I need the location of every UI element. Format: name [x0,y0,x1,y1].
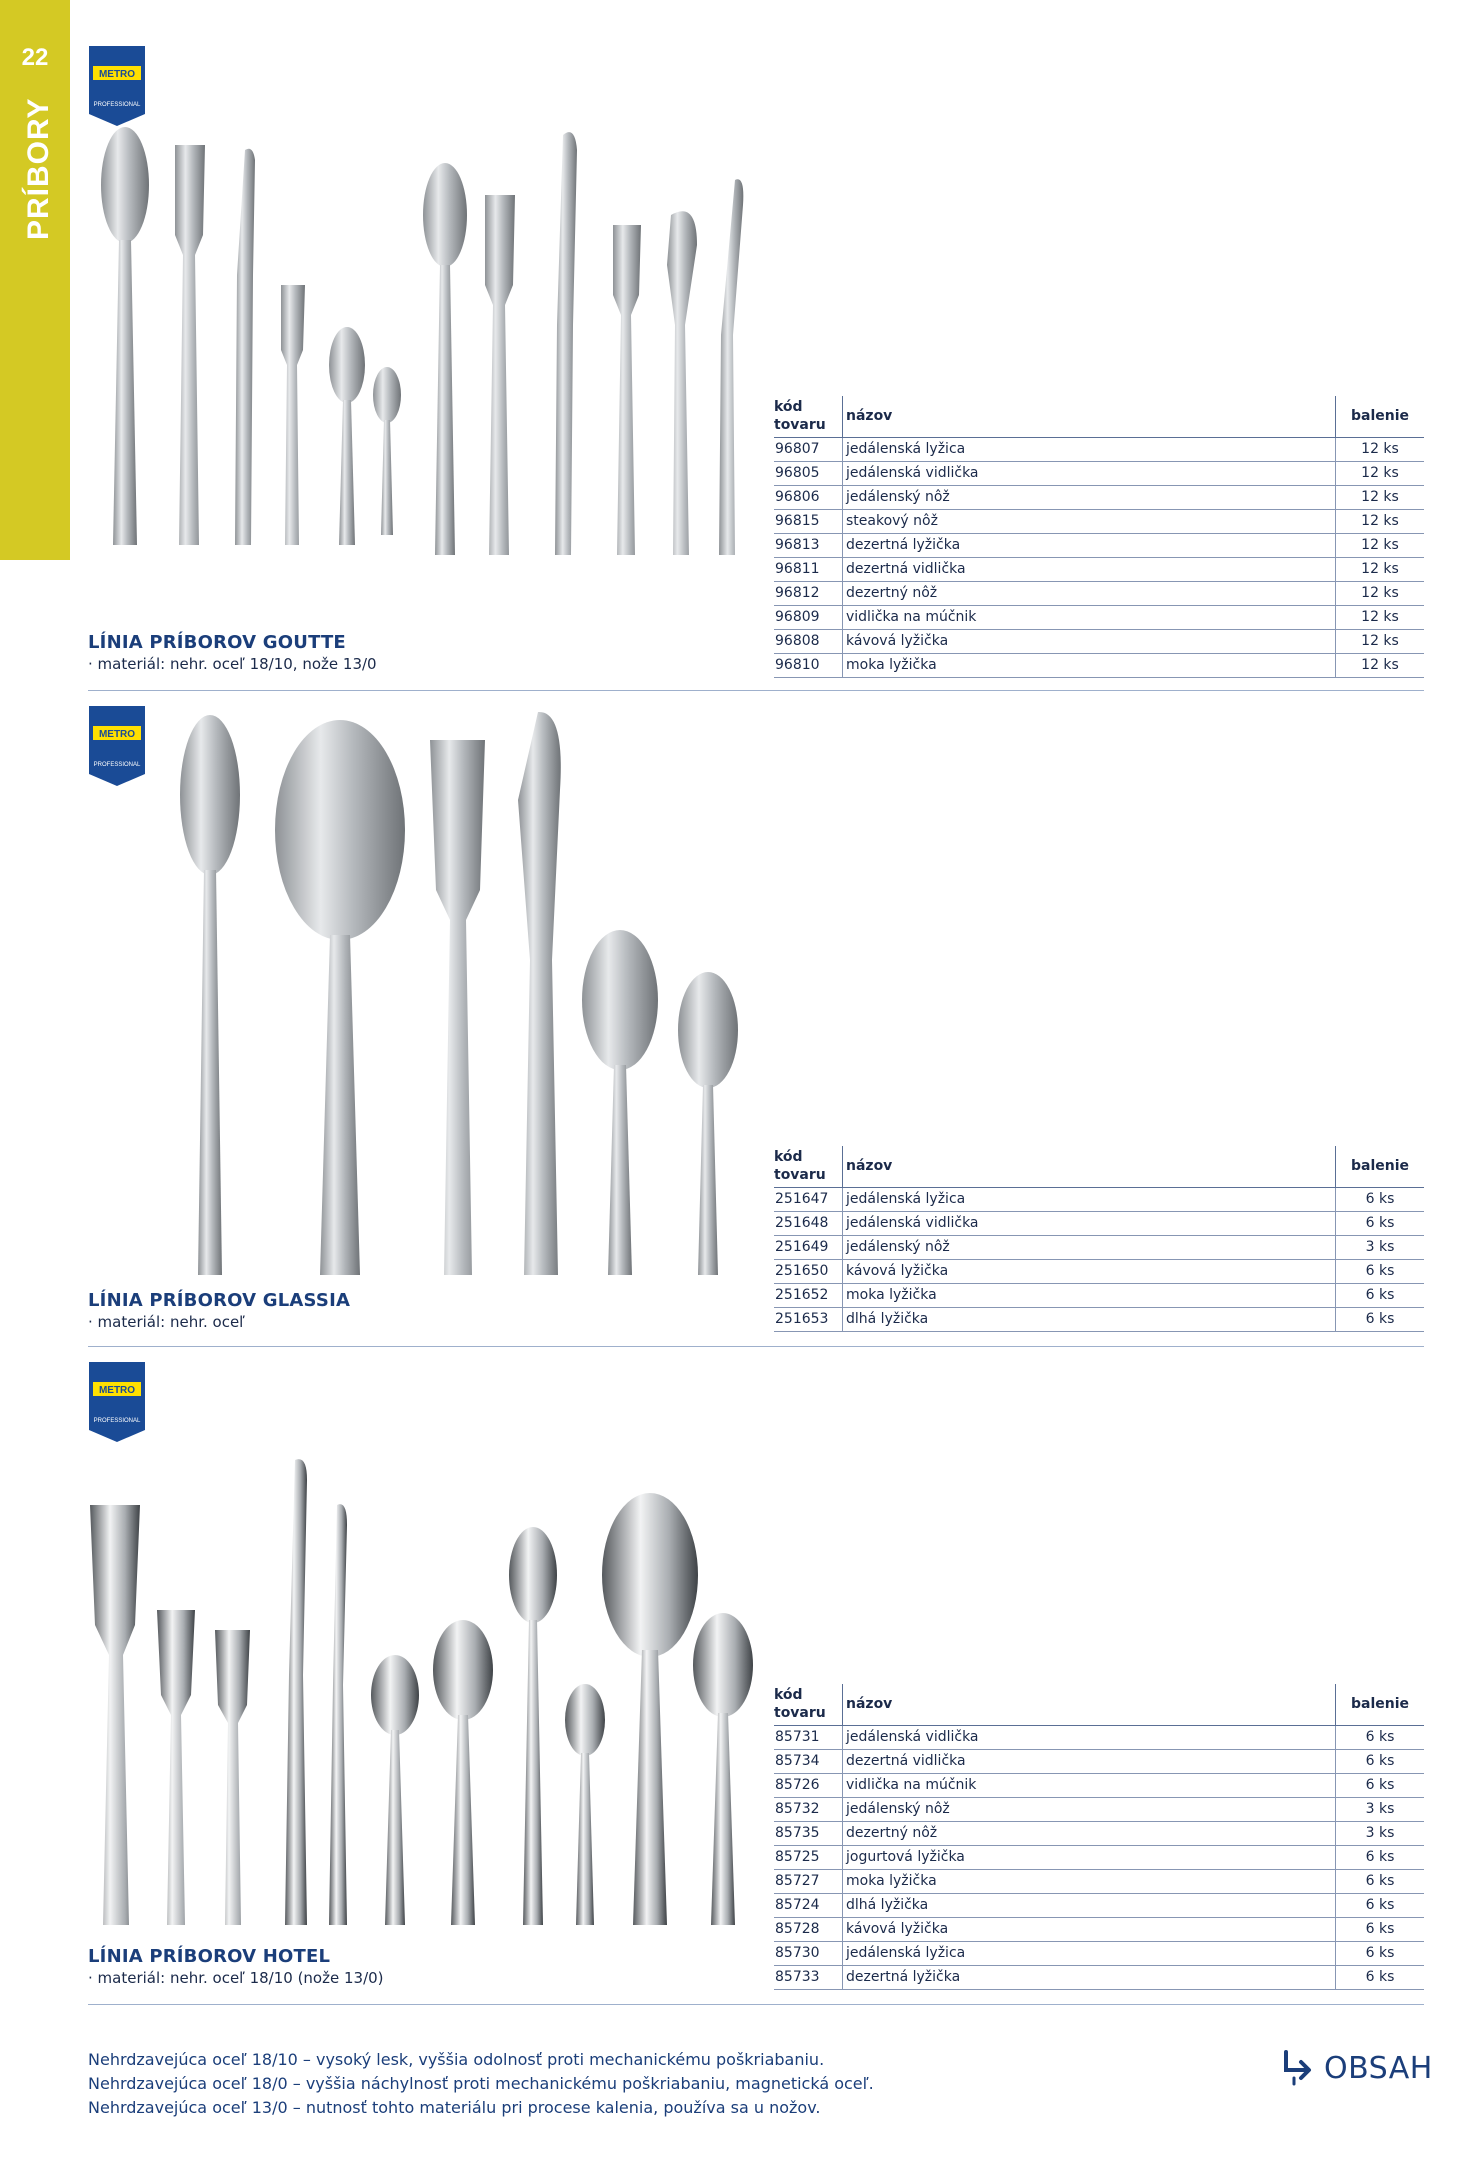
product-pack: 6 ks [1365,1873,1395,1889]
product-name: kávová lyžička [846,633,949,649]
product-name: jedálenská lyžica [846,441,966,457]
table-row [774,1846,1424,1870]
table-row [774,1894,1424,1918]
logo-brand-text: METRO [98,729,136,740]
material-footnotes [88,2048,874,2120]
product-pack: 12 ks [1361,585,1399,601]
product-pack: 6 ks [1365,1897,1395,1913]
table-row [774,1212,1424,1236]
product-pack: 12 ks [1361,465,1399,481]
footnote: Nehrdzavejúca oceľ 18/0 – vyššia náchylnosť proti mechanickému poškriabaniu, magnetická oceľ. [88,2074,874,2093]
hotel-line-caption [88,1946,688,1987]
product-name: jedálenská lyžica [846,1945,966,1961]
product-code: 96815 [775,513,820,529]
product-name: kávová lyžička [846,1921,949,1937]
product-pack: 6 ks [1365,1191,1395,1207]
product-code: 96810 [775,657,820,673]
contents-link[interactable] [1278,2046,1433,2090]
product-code: 96806 [775,489,820,505]
product-name: dezertná vidlička [846,561,966,577]
goutte-cutlery-photo [85,125,760,565]
product-code: 96813 [775,537,820,553]
product-pack: 3 ks [1365,1825,1395,1841]
product-pack: 6 ks [1365,1969,1395,1985]
product-name: dezertný nôž [846,585,938,601]
logo-subtitle-text: PROFESSIONAL [93,762,141,768]
table-row [774,1822,1424,1846]
line-material: · materiál: nehr. oceľ [88,1313,245,1331]
product-code: 85728 [775,1921,820,1937]
product-code: 251647 [775,1191,829,1207]
header-name: názov [846,408,893,424]
product-name: jogurtová lyžička [846,1849,965,1865]
return-arrow-icon [1278,2048,1318,2088]
product-code: 251650 [775,1263,829,1279]
table-row [774,1942,1424,1966]
product-pack: 12 ks [1361,609,1399,625]
product-pack: 12 ks [1361,633,1399,649]
line-material: · materiál: nehr. oceľ 18/10, nože 13/0 [88,655,377,673]
header-name: názov [846,1158,893,1174]
table-header [774,1146,1424,1188]
product-code: 85734 [775,1753,820,1769]
product-code: 85725 [775,1849,820,1865]
product-pack: 12 ks [1361,657,1399,673]
product-name: dezertná lyžička [846,1969,961,1985]
line-material: · materiál: nehr. oceľ 18/10 (nože 13/0) [88,1969,384,1987]
footnote: Nehrdzavejúca oceľ 13/0 – nutnosť tohto materiálu pri procese kalenia, používa sa u nožov. [88,2098,821,2117]
product-code: 96807 [775,441,820,457]
product-code: 85724 [775,1897,820,1913]
logo-subtitle-text: PROFESSIONAL [93,1418,141,1424]
product-code: 96812 [775,585,820,601]
logo-subtitle-text: PROFESSIONAL [93,102,141,108]
table-row [774,1308,1424,1332]
table-header [774,396,1424,438]
product-code: 96809 [775,609,820,625]
product-pack: 3 ks [1365,1239,1395,1255]
line-title: LÍNIA PRÍBOROV GLASSIA [88,1290,351,1311]
table-row [774,630,1424,654]
line-title: LÍNIA PRÍBOROV HOTEL [88,1946,331,1967]
product-name: jedálenský nôž [846,1801,950,1817]
table-row [774,1284,1424,1308]
metro-professional-logo [89,706,145,786]
product-name: jedálenská vidlička [846,465,979,481]
line-title: LÍNIA PRÍBOROV GOUTTE [88,632,346,653]
header-code: kód tovaru [774,1149,826,1183]
header-pack: balenie [1350,1696,1410,1712]
product-pack: 6 ks [1365,1753,1395,1769]
product-code: 96811 [775,561,820,577]
table-row [774,582,1424,606]
product-pack: 6 ks [1365,1777,1395,1793]
product-code: 85731 [775,1729,820,1745]
product-name: dezertná lyžička [846,537,961,553]
product-pack: 12 ks [1361,513,1399,529]
table-row [774,606,1424,630]
logo-brand-text: METRO [98,69,136,80]
product-pack: 6 ks [1365,1215,1395,1231]
product-name: moka lyžička [846,657,937,673]
product-code: 96808 [775,633,820,649]
product-name: dlhá lyžička [846,1897,929,1913]
section-divider [88,1346,1424,1347]
hotel-product-table [774,1684,1424,1990]
product-name: dlhá lyžička [846,1311,929,1327]
glassia-line-caption [88,1290,688,1331]
table-row [774,1188,1424,1212]
product-name: dezertná vidlička [846,1753,966,1769]
product-name: jedálenská vidlička [846,1729,979,1745]
product-pack: 6 ks [1365,1729,1395,1745]
product-pack: 6 ks [1365,1287,1395,1303]
table-row [774,462,1424,486]
product-name: moka lyžička [846,1287,937,1303]
product-pack: 6 ks [1365,1921,1395,1937]
header-pack: balenie [1350,408,1410,424]
table-row [774,1260,1424,1284]
hotel-cutlery-photo [85,1455,760,1935]
table-row [774,1774,1424,1798]
product-code: 85726 [775,1777,820,1793]
contents-label: OBSAH [1324,2050,1433,2086]
page-number: 22 [21,44,49,71]
product-code: 96805 [775,465,820,481]
section-divider [88,2004,1424,2005]
product-code: 85735 [775,1825,820,1841]
table-row [774,1798,1424,1822]
table-row [774,1918,1424,1942]
product-name: jedálenská vidlička [846,1215,979,1231]
section-side-tab [0,0,70,560]
table-row [774,558,1424,582]
product-name: jedálenský nôž [846,1239,950,1255]
product-pack: 12 ks [1361,441,1399,457]
goutte-line-caption [88,632,688,673]
header-code: kód tovaru [774,1687,826,1721]
product-name: dezertný nôž [846,1825,938,1841]
product-pack: 6 ks [1365,1263,1395,1279]
section-divider [88,690,1424,691]
table-row [774,1750,1424,1774]
metro-professional-logo [89,46,145,126]
table-row [774,1870,1424,1894]
product-code: 251648 [775,1215,829,1231]
product-pack: 6 ks [1365,1849,1395,1865]
product-name: jedálenská lyžica [846,1191,966,1207]
product-name: vidlička na múčnik [846,1777,977,1793]
product-name: kávová lyžička [846,1263,949,1279]
table-row [774,654,1424,678]
header-code: kód tovaru [774,399,826,433]
table-row [774,1726,1424,1750]
table-row [774,1966,1424,1990]
table-row [774,438,1424,462]
table-header [774,1684,1424,1726]
header-name: názov [846,1696,893,1712]
product-name: steakový nôž [846,513,938,529]
glassia-product-table [774,1146,1424,1332]
table-row [774,486,1424,510]
product-code: 85733 [775,1969,820,1985]
table-row [774,1236,1424,1260]
product-pack: 12 ks [1361,489,1399,505]
section-label: PRÍBORY [22,97,55,240]
glassia-cutlery-photo [160,700,760,1290]
table-row [774,510,1424,534]
product-code: 85730 [775,1945,820,1961]
header-pack: balenie [1350,1158,1410,1174]
product-code: 251653 [775,1311,829,1327]
product-pack: 6 ks [1365,1311,1395,1327]
product-pack: 12 ks [1361,561,1399,577]
product-name: moka lyžička [846,1873,937,1889]
product-code: 85732 [775,1801,820,1817]
product-pack: 3 ks [1365,1801,1395,1817]
product-name: vidlička na múčnik [846,609,977,625]
footnote: Nehrdzavejúca oceľ 18/10 – vysoký lesk, vyššia odolnosť proti mechanickému poškriabaniu. [88,2050,825,2069]
product-name: jedálenský nôž [846,489,950,505]
product-code: 251652 [775,1287,829,1303]
metro-professional-logo [89,1362,145,1442]
product-pack: 6 ks [1365,1945,1395,1961]
product-code: 85727 [775,1873,820,1889]
logo-brand-text: METRO [98,1385,136,1396]
product-pack: 12 ks [1361,537,1399,553]
table-row [774,534,1424,558]
product-code: 251649 [775,1239,829,1255]
goutte-product-table [774,396,1424,678]
